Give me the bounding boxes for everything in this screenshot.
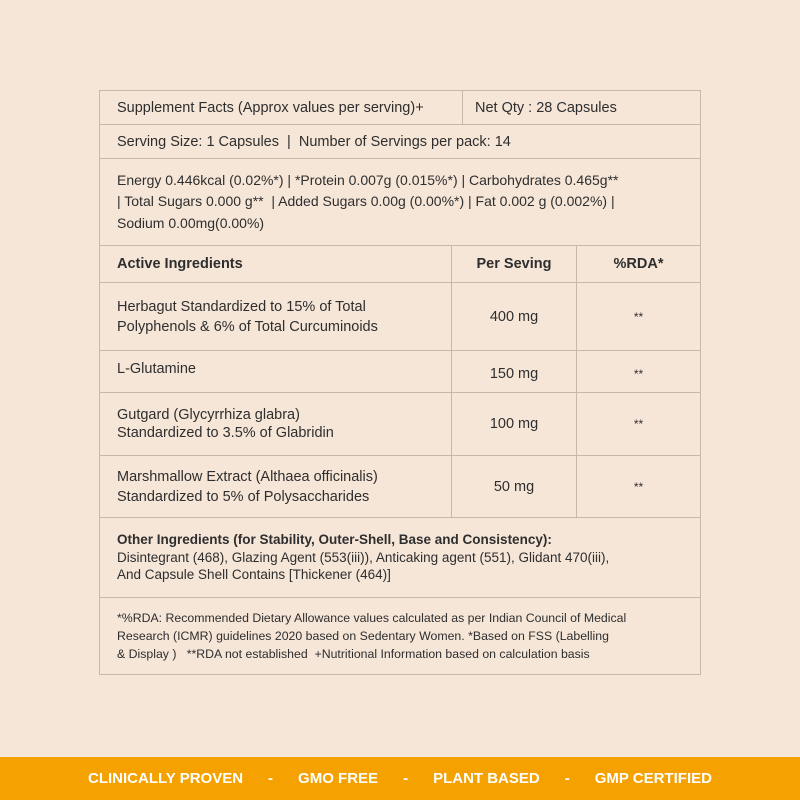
supplement-facts-table <box>99 90 701 675</box>
ingredient-name-line: Gutgard (Glycyrrhiza glabra) <box>117 407 300 423</box>
table-row <box>100 393 700 456</box>
table-row <box>100 456 700 518</box>
other-ingredients-title: Other Ingredients (for Stability, Outer-Shell, Base and Consistency): <box>117 532 552 548</box>
claims-banner <box>0 757 800 800</box>
claim-separator: - <box>268 770 274 787</box>
other-ingredients-line: And Capsule Shell Contains [Thickener (464)] <box>117 567 391 583</box>
other-ingredients-line: Disintegrant (468), Glazing Agent (553(iii)), Anticaking agent (551), Glidant 470(iii), <box>117 549 610 565</box>
footnote-row <box>100 598 700 674</box>
claim-separator: - <box>403 770 409 787</box>
footnote <box>100 598 626 674</box>
ingredient-name <box>100 283 451 350</box>
footnote-line: *%RDA: Recommended Dietary Allowance values calculated as per Indian Council of Medical <box>117 611 627 625</box>
ingredient-rda: ** <box>576 393 700 455</box>
ingredient-name-line: Polyphenols & 6% of Total Curcuminoids <box>117 318 378 335</box>
claim-clinically-proven: CLINICALLY PROVEN <box>88 770 244 787</box>
serving-row <box>100 125 700 159</box>
footnote-line: Research (ICMR) guidelines 2020 based on Sedentary Women. *Based on FSS (Labelling <box>117 629 609 643</box>
nutrition-line: Energy 0.446kcal (0.02%*) | *Protein 0.007g (0.015%*) | Carbohydrates 0.465g** <box>117 171 619 188</box>
ingredient-name-line: Standardized to 5% of Polysaccharides <box>117 488 370 505</box>
claim-separator: - <box>564 770 570 787</box>
ingredient-rda: ** <box>576 351 700 392</box>
col-header-per-serving: Per Seving <box>451 246 576 282</box>
ingredient-name-line: Standardized to 3.5% of Glabridin <box>117 425 334 441</box>
ingredient-name-line: Marshmallow Extract (Althaea officinalis) <box>117 468 378 485</box>
ingredient-name <box>100 393 451 455</box>
ingredient-amount: 400 mg <box>451 283 576 350</box>
ingredient-amount: 150 mg <box>451 351 576 392</box>
net-qty: Net Qty : 28 Capsules <box>462 91 700 124</box>
supplement-facts-title: Supplement Facts (Approx values per serving)+ <box>117 99 424 116</box>
claim-plant-based: PLANT BASED <box>433 770 540 787</box>
nutrition-info <box>100 159 618 245</box>
footnote-line: & Display ) **RDA not established +Nutritional Information based on calculation basis <box>117 647 590 661</box>
header-row <box>100 91 700 125</box>
ingredient-name <box>100 456 451 517</box>
table-row <box>100 283 700 351</box>
other-ingredients <box>100 518 609 597</box>
ingredient-amount: 100 mg <box>451 393 576 455</box>
col-header-ingredient: Active Ingredients <box>117 256 243 272</box>
table-row <box>100 351 700 393</box>
claim-gmo-free: GMO FREE <box>298 770 379 787</box>
ingredient-amount: 50 mg <box>451 456 576 517</box>
other-ingredients-row <box>100 518 700 598</box>
claim-gmp-certified: GMP CERTIFIED <box>594 770 712 787</box>
serving-info: Serving Size: 1 Capsules | Number of Servings per pack: 14 <box>117 133 511 150</box>
nutrition-row <box>100 159 700 246</box>
nutrition-line: Sodium 0.00mg(0.00%) <box>117 214 265 231</box>
ingredient-name-line: Herbagut Standardized to 15% of Total <box>117 298 366 315</box>
ingredients-header-row <box>100 246 700 283</box>
ingredient-rda: ** <box>576 283 700 350</box>
col-header-rda: %RDA* <box>576 246 700 282</box>
nutrition-line: | Total Sugars 0.000 g** | Added Sugars 0.00g (0.00%*) | Fat 0.002 g (0.002%) | <box>117 193 615 210</box>
ingredient-name: L-Glutamine <box>117 361 196 377</box>
ingredient-rda: ** <box>576 456 700 517</box>
